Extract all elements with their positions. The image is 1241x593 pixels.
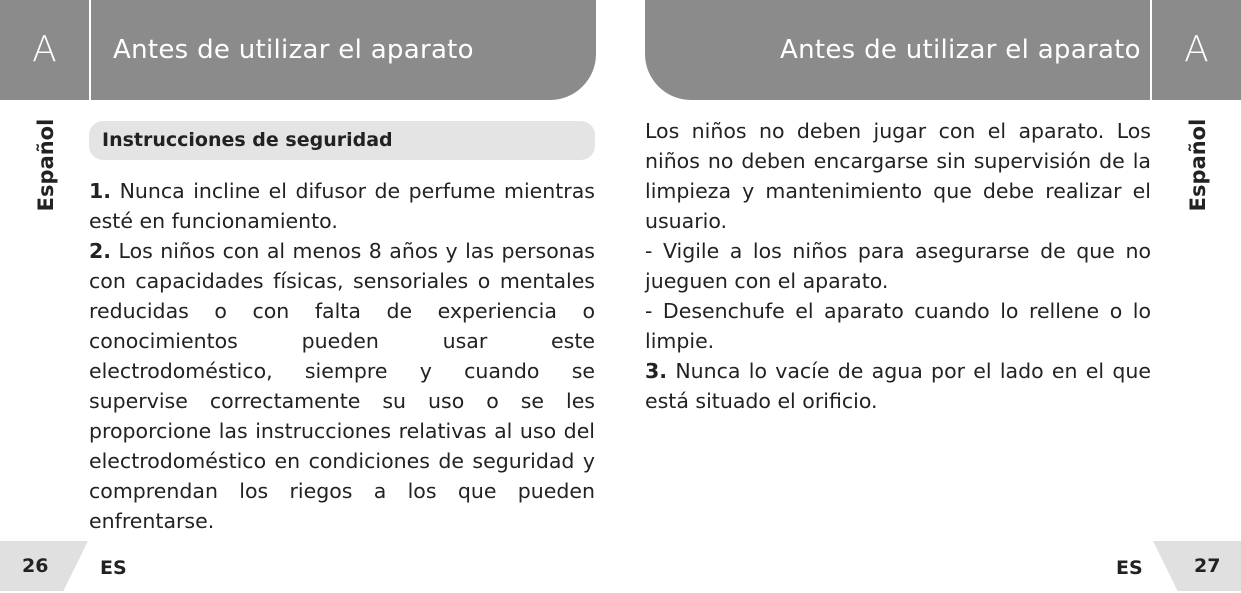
- left-page-number: 26: [22, 555, 49, 577]
- right-header-title: Antes de utilizar el aparato: [780, 35, 1141, 65]
- left-page-body-text: [89, 176, 595, 536]
- left-header-divider: [89, 0, 91, 100]
- safety-item-2-paragraph: [89, 236, 595, 536]
- safety-item-1-paragraph: [89, 176, 595, 236]
- safety-item-2-number: 2.: [89, 239, 112, 263]
- safety-item-1-text: Nunca incline el difusor de perfume mientras esté en funcionamiento.: [89, 179, 595, 233]
- right-header-letter: A: [1184, 29, 1209, 70]
- safety-item-3-number: 3.: [645, 359, 668, 383]
- section-heading: [89, 121, 595, 160]
- right-page-body: [645, 116, 1151, 416]
- right-page-number: 27: [1194, 555, 1221, 577]
- left-language-code: ES: [100, 557, 127, 579]
- right-language-code: ES: [1116, 557, 1143, 579]
- right-paragraph-3: - Desenchufe el aparato cuando lo rellene o lo limpie.: [645, 299, 1151, 353]
- safety-item-3-paragraph: [645, 356, 1151, 416]
- right-paragraph-1: Los niños no deben jugar con el aparato. Los niños no deben encargarse sin supervisión de la limpieza y mantenimiento que debe realizar el usuario.: [645, 119, 1151, 233]
- left-header-title: Antes de utilizar el aparato: [113, 35, 474, 65]
- right-paragraph-2: - Vigile a los niños para asegurarse de que no jueguen con el aparato.: [645, 239, 1151, 293]
- safety-item-2-text: Los niños con al menos 8 años y las personas con capacidades físicas, sensoriales o mentales reducidas o con falta de experiencia o conocimientos pueden usar este electrodoméstico, siempre y cuando se supervise correctamente su uso o se les proporcione las instrucciones relativas al uso del electrodoméstico en condiciones de seguridad y comprendan los riegos a los que pueden enfrentarse.: [89, 239, 595, 533]
- right-side-language-label: Español: [1186, 118, 1210, 212]
- safety-item-3-text: Nunca lo vacíe de agua por el lado en el que está situado el orificio.: [645, 359, 1151, 413]
- left-header-letter: A: [32, 29, 57, 70]
- safety-item-1-number: 1.: [89, 179, 112, 203]
- left-side-language-label: Español: [34, 118, 58, 212]
- section-heading-text: Instrucciones de seguridad: [102, 129, 393, 151]
